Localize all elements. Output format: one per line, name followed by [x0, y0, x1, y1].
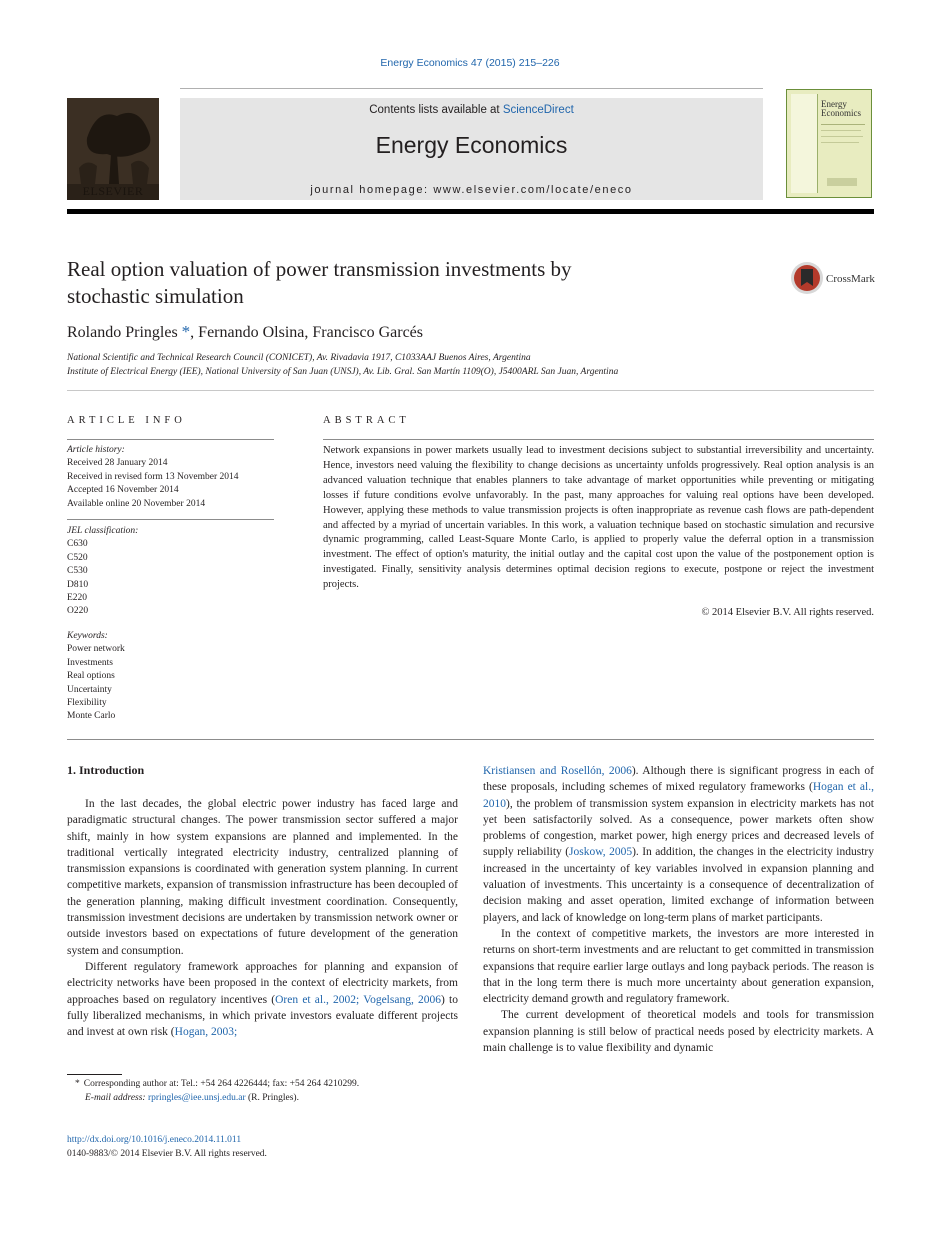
- section-heading-introduction: 1. Introduction: [67, 763, 145, 777]
- journal-citation[interactable]: [0, 57, 925, 69]
- journal-cover-thumbnail: [786, 89, 872, 198]
- corresponding-author-footnote: * Corresponding author at: Tel.: +54 264 4226444; fax: +54 264 4210299.: [75, 1079, 360, 1089]
- footnote-rule: [67, 1074, 122, 1075]
- journal-name: Energy Economics: [375, 132, 568, 158]
- author-list: Rolando Pringles *, Fernando Olsina, Francisco Garcés: [67, 322, 423, 341]
- cover-title: Energy Economics: [821, 99, 861, 118]
- article-title-line-2: stochastic simulation: [67, 284, 244, 308]
- contents-line: [180, 104, 763, 116]
- keywords: [67, 630, 125, 724]
- keyword: Power network: [67, 644, 125, 655]
- article-title: [67, 256, 707, 310]
- email-footnote: E-mail address: rpringles@iee.unsj.edu.ar (R. Pringles).: [85, 1092, 299, 1103]
- body-paragraph: Different regulatory framework approaches for planning and expansion of electricity networks have been proposed in the context of electricity markets, from approaches based on regulatory incentives (Oren et al., 2002; Vogelsang, 2006) to fully liberalized mechanisms, in which private investors evaluate different projects and invest at own risk (Hogan, 2003;: [67, 960, 459, 1039]
- reference-link[interactable]: Kristiansen and Rosellón, 2006: [483, 765, 632, 777]
- jel-code: O220: [67, 606, 89, 617]
- history-item: Received 28 January 2014: [67, 458, 168, 469]
- divider: [67, 739, 874, 740]
- doi-link[interactable]: http://dx.doi.org/10.1016/j.eneco.2014.11.011: [67, 1135, 242, 1145]
- crossmark-badge[interactable]: [790, 262, 880, 294]
- sciencedirect-link[interactable]: ScienceDirect: [502, 104, 574, 116]
- affiliations: [67, 352, 618, 379]
- cover-line: [821, 142, 859, 143]
- corresponding-author-mark[interactable]: *: [181, 322, 191, 341]
- jel-label: JEL classification:: [67, 526, 139, 536]
- cover-sidebar: [791, 94, 818, 193]
- jel-classification: [67, 525, 138, 619]
- divider: [67, 519, 274, 520]
- history-item: Available online 20 November 2014: [67, 498, 206, 509]
- history-item: Accepted 16 November 2014: [67, 485, 179, 496]
- cover-line: [821, 136, 863, 137]
- divider: [67, 439, 274, 440]
- journal-homepage[interactable]: journal homepage: www.elsevier.com/locate/eneco: [310, 184, 633, 196]
- history-label: Article history:: [67, 445, 125, 455]
- keyword: Monte Carlo: [67, 711, 116, 722]
- divider: [67, 390, 874, 391]
- body-column-left: [67, 796, 458, 1040]
- doi-block: [67, 1134, 267, 1161]
- jel-code: C530: [67, 566, 88, 577]
- citation-link[interactable]: Energy Economics 47 (2015) 215–226: [380, 57, 560, 69]
- abstract-heading: ABSTRACT: [323, 415, 410, 426]
- jel-code: C520: [67, 552, 88, 563]
- affiliation: Institute of Electrical Energy (IEE), National University of San Juan (UNSJ), Av. Lib. Gral. San Martín 1109(O), J5400ARL San Juan, Argentina: [67, 366, 619, 377]
- jel-code: C630: [67, 539, 88, 550]
- history-item: Received in revised form 13 November 2014: [67, 471, 239, 482]
- reference-link[interactable]: Oren et al., 2002; Vogelsang, 2006: [275, 993, 442, 1006]
- crossmark-label: CrossMark: [826, 273, 875, 285]
- article-history: [67, 444, 238, 511]
- journal-banner: [180, 98, 763, 200]
- keywords-label: Keywords:: [67, 631, 108, 641]
- article-title-line-1: Real option valuation of power transmission investments by: [67, 257, 572, 281]
- body-paragraph: The current development of theoretical models and tools for transmission expansion planning is still below of practical needs posed by electricity markets. A main challenge is to value flexibility and dynamic: [483, 1009, 874, 1055]
- reference-link[interactable]: Joskow, 2005: [569, 846, 633, 859]
- author-name[interactable]: Rolando Pringles: [67, 324, 178, 341]
- reference-link[interactable]: Hogan, 2003;: [174, 1026, 238, 1039]
- body-paragraph: Kristiansen and Rosellón, 2006). Although there is significant progress in each of these proposals, including schemes of mixed regulatory frameworks (Hogan et al., 2010), the problem of transmission system expansion in electricity markets has not yet been satisfactorily solved. As a consequence, power markets often show problems of congestion, market power, high energy prices and decreased levels of supply reliability (Joskow, 2005). In addition, the changes in the electricity industry increased in the uncertainty of key variables involved in expansion planning and valuation of investments. This uncertainty is a consequence of decentralization of decision making and asset operation, limited exchange of information between players, and lack of knowledge on long-term plans of market participants.: [483, 765, 875, 924]
- author-name[interactable]: Fernando Olsina: [198, 324, 305, 341]
- article-info-heading: ARTICLE INFO: [67, 415, 186, 426]
- body-column-right: [483, 763, 874, 1056]
- header-thick-rule: [67, 209, 874, 214]
- cover-line: [821, 124, 865, 125]
- divider: [323, 439, 874, 440]
- jel-code: D810: [67, 579, 89, 590]
- jel-code: E220: [67, 593, 88, 604]
- issn-line: 0140-9883/© 2014 Elsevier B.V. All rights reserved.: [67, 1148, 267, 1159]
- contents-prefix: Contents lists available at: [369, 104, 503, 116]
- keyword: Real options: [67, 671, 115, 682]
- elsevier-logo: [67, 98, 159, 200]
- keyword: Flexibility: [67, 698, 107, 709]
- publisher-wordmark: ELSEVIER: [82, 184, 144, 198]
- body-paragraph: In the last decades, the global electric power industry has faced large and paradigmatic structural changes. The power transmission sector suffered a major shift, mainly in how system expansions are planned and implemented. In the traditional vertically integrated electricity industry, centralized planning of transmission expansions is coordinated with generation system planning. In current competitive markets, expansion of transmission infrastructure has been decoupled of the generation planning, making difficult investment coordination. Consequently, transmission investment decisions are undertaken by transmission network owner or outside investors based on expectations of future development of the generation system and consumption.: [67, 798, 458, 957]
- email-link[interactable]: rpringles@iee.unsj.edu.ar: [147, 1092, 246, 1103]
- affiliation: National Scientific and Technical Research Council (CONICET), Av. Rivadavia 1917, C1033AAJ Buenos Aires, Argentina: [67, 353, 531, 363]
- body-paragraph: In the context of competitive markets, the investors are more interested in returns on short-term investments and are reluctant to get committed in transmission expansions that require earlier large outlays and long payback periods. The reason is that in the long term there is much more uncertainty about generation expansion, electricity demand growth and regulatory framework.: [483, 927, 874, 1006]
- abstract-copyright: © 2014 Elsevier B.V. All rights reserved.: [701, 607, 874, 618]
- header-rule: [180, 88, 763, 89]
- crossmark-icon: [790, 261, 824, 295]
- reference-link[interactable]: Hogan et al., 2010: [483, 781, 874, 810]
- cover-footer: [827, 178, 857, 186]
- keyword: Uncertainty: [67, 684, 112, 695]
- keyword: Investments: [67, 657, 113, 668]
- author-name[interactable]: Francisco Garcés: [312, 324, 423, 341]
- cover-line: [821, 130, 861, 131]
- abstract-text: Network expansions in power markets usually lead to investment decisions subject to substantial irreversibility and uncertainty. Hence, investors need valuing the flexibility to change decisions as uncertainty unfolds progressively. Real option analysis is an advanced valuation technique that enables planners to take advantage of market opportunities while preventing or mitigating losses if future conditions evolve unfavorably. In the past, many approaches for valuing real options have been developed. However, applying these methods to value transmission projects is often inappropriate as revenue cash flows are path-dependent and affected by a myriad of uncertain variables. In this work, a valuation technique based on stochastic simulation and recursive dynamic programming, called Least-Square Monte Carlo, is applied to properly value the deferral option in a transmission investment. The effect of option's maturity, the initial outlay and the capital cost upon the value of the postponement option is investigated. Finally, sensitivity analysis determines optimal decision regions to execute, postpone or reject the investment projects.: [323, 445, 874, 591]
- footnotes: [67, 1078, 359, 1105]
